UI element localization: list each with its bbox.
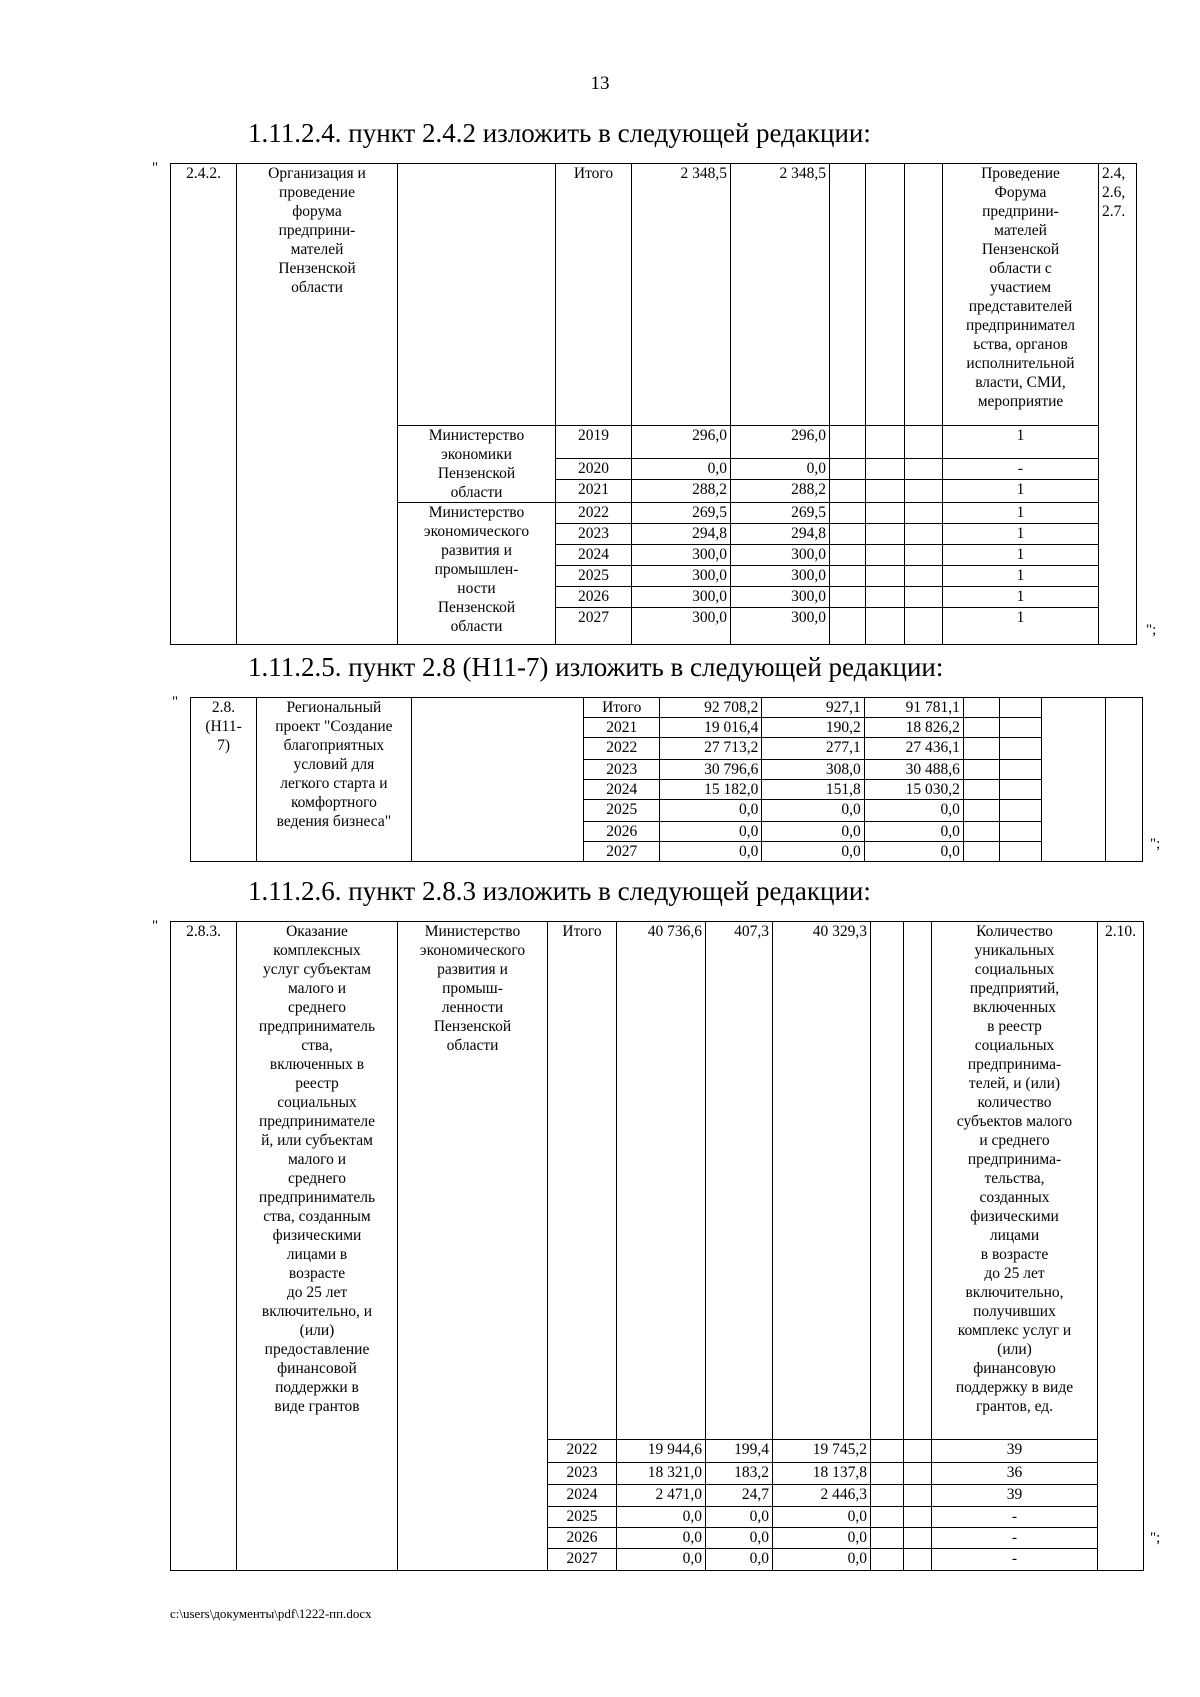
value-cell: 0,0 <box>762 842 864 862</box>
empty-cell <box>866 587 905 608</box>
value-cell: 30 488,6 <box>864 760 963 780</box>
empty-cell <box>866 164 905 426</box>
empty-cell <box>905 524 943 545</box>
executor-cell: Министерство экономического развития и промыш- ленности Пензенской области <box>398 922 548 1571</box>
value-cell: 300,0 <box>731 566 830 587</box>
value-cell: 19 016,4 <box>660 718 762 738</box>
empty-cell <box>904 1549 932 1571</box>
value-cell: 19 944,6 <box>617 1440 706 1463</box>
empty-cell <box>1000 698 1042 718</box>
empty-cell <box>1000 760 1042 780</box>
indicator-value: - <box>932 1549 1098 1571</box>
value-cell: 30 796,6 <box>660 760 762 780</box>
value-cell: 183,2 <box>706 1463 773 1485</box>
empty-cell <box>905 503 943 524</box>
value-cell: 0,0 <box>762 800 864 822</box>
empty-cell <box>904 1528 932 1549</box>
empty-cell <box>871 1528 904 1549</box>
table-row <box>171 164 1137 426</box>
year-cell: 2022 <box>548 1440 617 1463</box>
executor-cell: Министерство экономического развития и промышлен- ности Пензенской области <box>398 503 556 645</box>
indicator-cell: Количество уникальных социальных предприятий, включенных в реестр социальных предпринима- телей, и (или) количество субъектов малого и среднего предпринима- тельства, созданных физическими лицами в возрасте до 25 лет включительно, получивших комплекс услуг и (или) финансовую поддержку в виде грантов, ед. <box>932 922 1098 1440</box>
empty-cell <box>871 922 904 1440</box>
value-cell: 18 321,0 <box>617 1463 706 1485</box>
item-number: 2.8. (Н11- 7) <box>191 698 257 862</box>
value-cell: 300,0 <box>632 587 731 608</box>
empty-cell <box>871 1507 904 1528</box>
value-cell: 0,0 <box>762 822 864 842</box>
footer-file-path: c:\users\документы\pdf\1222-пп.docx <box>170 1606 372 1621</box>
value-cell: 0,0 <box>706 1549 773 1571</box>
value-cell: 0,0 <box>864 800 963 822</box>
empty-cell <box>830 458 866 480</box>
year-cell: 2027 <box>556 608 632 645</box>
empty-cell <box>905 566 943 587</box>
empty-cell <box>963 822 999 842</box>
value-cell: 277,1 <box>762 738 864 760</box>
empty-cell <box>830 164 866 426</box>
empty-cell <box>866 524 905 545</box>
value-cell: 0,0 <box>864 842 963 862</box>
item-number: 2.4.2. <box>171 164 237 645</box>
empty-cell <box>963 718 999 738</box>
section-heading: 1.11.2.4. пункт 2.4.2 изложить в следующей редакции: <box>248 118 871 148</box>
ref-cell <box>1105 698 1142 862</box>
open-quote: " <box>152 160 159 176</box>
year-cell: 2022 <box>556 503 632 524</box>
section-heading: 1.11.2.5. пункт 2.8 (Н11-7) изложить в следующей редакции: <box>248 652 944 682</box>
year-cell: 2022 <box>584 738 660 760</box>
empty-cell <box>866 566 905 587</box>
value-cell: 294,8 <box>632 524 731 545</box>
section-heading: 1.11.2.6. пункт 2.8.3 изложить в следующей редакции: <box>248 876 871 906</box>
table-2-8 <box>190 697 1143 862</box>
value-cell: 0,0 <box>773 1528 871 1549</box>
empty-cell <box>871 1549 904 1571</box>
value-cell: 24,7 <box>706 1485 773 1507</box>
year-cell: 2027 <box>584 842 660 862</box>
value-cell: 2 348,5 <box>731 164 830 426</box>
indicator-value: 1 <box>943 524 1099 545</box>
value-cell: 0,0 <box>660 842 762 862</box>
close-quote: "; <box>1150 836 1161 852</box>
empty-cell <box>866 545 905 566</box>
value-cell: 92 708,2 <box>660 698 762 718</box>
indicator-value: 1 <box>943 566 1099 587</box>
year-cell: Итого <box>584 698 660 718</box>
empty-cell <box>905 480 943 503</box>
empty-cell <box>866 458 905 480</box>
table-2-4-2 <box>170 163 1137 645</box>
empty-cell <box>905 587 943 608</box>
indicator-value: 39 <box>932 1485 1098 1507</box>
empty-cell <box>871 1463 904 1485</box>
year-cell: 2027 <box>548 1549 617 1571</box>
indicator-value: 39 <box>932 1440 1098 1463</box>
empty-cell <box>866 480 905 503</box>
empty-cell <box>866 503 905 524</box>
value-cell: 27 713,2 <box>660 738 762 760</box>
value-cell: 190,2 <box>762 718 864 738</box>
empty-cell <box>1000 822 1042 842</box>
year-cell: 2019 <box>556 426 632 459</box>
value-cell: 0,0 <box>864 822 963 842</box>
item-number: 2.8.3. <box>171 922 237 1571</box>
value-cell: 0,0 <box>617 1528 706 1549</box>
value-cell: 0,0 <box>706 1528 773 1549</box>
indicator-value: 1 <box>943 587 1099 608</box>
empty-cell <box>963 842 999 862</box>
empty-cell <box>830 566 866 587</box>
empty-cell <box>830 545 866 566</box>
ref-cell: 2.4, 2.6, 2.7. <box>1099 164 1137 645</box>
value-cell: 296,0 <box>731 426 830 459</box>
value-cell: 0,0 <box>773 1549 871 1571</box>
empty-cell <box>905 545 943 566</box>
table-2-8-3 <box>170 921 1144 1571</box>
indicator-value: 1 <box>943 545 1099 566</box>
value-cell: 300,0 <box>731 608 830 645</box>
empty-cell <box>963 780 999 800</box>
item-name: Региональный проект "Создание благоприятных условий для легкого старта и комфортного ведения бизнеса" <box>257 698 412 862</box>
empty-cell <box>905 164 943 426</box>
value-cell: 0,0 <box>632 458 731 480</box>
indicator-value: 1 <box>943 480 1099 503</box>
empty-cell <box>1000 780 1042 800</box>
year-cell: 2021 <box>584 718 660 738</box>
value-cell: 2 348,5 <box>632 164 731 426</box>
value-cell: 0,0 <box>660 800 762 822</box>
table-row <box>171 922 1144 1440</box>
empty-cell <box>963 800 999 822</box>
year-cell: 2026 <box>584 822 660 842</box>
empty-cell <box>904 1463 932 1485</box>
indicator-cell: Проведение Форума предприни- мателей Пензенской области с участием представителей предпринимател ьства, органов исполнительной власти, СМИ, мероприятие <box>943 164 1099 426</box>
value-cell: 294,8 <box>731 524 830 545</box>
ref-cell: 2.10. <box>1098 922 1144 1571</box>
indicator-cell <box>1041 698 1105 862</box>
value-cell: 15 182,0 <box>660 780 762 800</box>
open-quote: " <box>152 918 159 934</box>
value-cell: 40 736,6 <box>617 922 706 1440</box>
value-cell: 0,0 <box>773 1507 871 1528</box>
value-cell: 300,0 <box>632 545 731 566</box>
empty-cell <box>905 458 943 480</box>
value-cell: 0,0 <box>617 1507 706 1528</box>
value-cell: 296,0 <box>632 426 731 459</box>
empty-cell <box>904 1507 932 1528</box>
value-cell: 269,5 <box>632 503 731 524</box>
value-cell: 27 436,1 <box>864 738 963 760</box>
value-cell: 2 446,3 <box>773 1485 871 1507</box>
empty-cell <box>830 426 866 459</box>
empty-cell <box>871 1440 904 1463</box>
year-cell: 2020 <box>556 458 632 480</box>
year-cell: 2024 <box>548 1485 617 1507</box>
indicator-value: - <box>932 1528 1098 1549</box>
value-cell: 269,5 <box>731 503 830 524</box>
value-cell: 0,0 <box>617 1549 706 1571</box>
empty-cell <box>830 608 866 645</box>
executor-cell <box>411 698 584 862</box>
indicator-value: 1 <box>943 608 1099 645</box>
empty-cell <box>1000 718 1042 738</box>
year-cell: Итого <box>556 164 632 426</box>
value-cell: 18 137,8 <box>773 1463 871 1485</box>
indicator-value: 1 <box>943 426 1099 459</box>
empty-cell <box>871 1485 904 1507</box>
empty-cell <box>830 503 866 524</box>
year-cell: 2025 <box>548 1507 617 1528</box>
empty-cell <box>866 426 905 459</box>
year-cell: 2024 <box>556 545 632 566</box>
indicator-value: 1 <box>943 503 1099 524</box>
value-cell: 407,3 <box>706 922 773 1440</box>
value-cell: 300,0 <box>731 545 830 566</box>
value-cell: 19 745,2 <box>773 1440 871 1463</box>
year-cell: 2023 <box>584 760 660 780</box>
close-quote: "; <box>1150 1530 1161 1546</box>
empty-cell <box>1000 842 1042 862</box>
empty-cell <box>830 524 866 545</box>
empty-cell <box>963 760 999 780</box>
value-cell: 288,2 <box>632 480 731 503</box>
year-cell: Итого <box>548 922 617 1440</box>
value-cell: 300,0 <box>632 566 731 587</box>
value-cell: 300,0 <box>632 608 731 645</box>
year-cell: 2024 <box>584 780 660 800</box>
close-quote: "; <box>1146 622 1157 638</box>
empty-cell <box>1000 800 1042 822</box>
value-cell: 308,0 <box>762 760 864 780</box>
year-cell: 2023 <box>556 524 632 545</box>
value-cell: 0,0 <box>660 822 762 842</box>
value-cell: 151,8 <box>762 780 864 800</box>
empty-cell <box>904 1440 932 1463</box>
value-cell: 91 781,1 <box>864 698 963 718</box>
empty-cell <box>963 698 999 718</box>
indicator-value: 36 <box>932 1463 1098 1485</box>
indicator-value: - <box>932 1507 1098 1528</box>
year-cell: 2026 <box>548 1528 617 1549</box>
item-name: Организация и проведение форума предприни- мателей Пензенской области <box>237 164 398 645</box>
empty-cell <box>904 922 932 1440</box>
empty-cell <box>904 1485 932 1507</box>
year-cell: 2021 <box>556 480 632 503</box>
item-name: Оказание комплексных услуг субъектам малого и среднего предприниматель ства, включенных в реестр социальных предпринимателе й, или субъектам малого и среднего предприниматель ства, созданным физическими лицами в возрасте до 25 лет включительно, и (или) предоставление финансовой поддержки в виде грантов <box>237 922 398 1571</box>
page-number: 13 <box>590 73 610 94</box>
value-cell: 15 030,2 <box>864 780 963 800</box>
value-cell: 0,0 <box>731 458 830 480</box>
executor-cell: Министерство экономики Пензенской области <box>398 426 556 503</box>
value-cell: 0,0 <box>706 1507 773 1528</box>
open-quote: " <box>172 694 179 710</box>
year-cell: 2025 <box>584 800 660 822</box>
empty-cell <box>1000 738 1042 760</box>
empty-cell <box>866 608 905 645</box>
executor-cell <box>398 164 556 426</box>
empty-cell <box>905 426 943 459</box>
empty-cell <box>830 480 866 503</box>
value-cell: 288,2 <box>731 480 830 503</box>
indicator-value: - <box>943 458 1099 480</box>
empty-cell <box>905 608 943 645</box>
empty-cell <box>830 587 866 608</box>
value-cell: 2 471,0 <box>617 1485 706 1507</box>
value-cell: 199,4 <box>706 1440 773 1463</box>
year-cell: 2025 <box>556 566 632 587</box>
value-cell: 18 826,2 <box>864 718 963 738</box>
year-cell: 2026 <box>556 587 632 608</box>
value-cell: 40 329,3 <box>773 922 871 1440</box>
value-cell: 300,0 <box>731 587 830 608</box>
value-cell: 927,1 <box>762 698 864 718</box>
table-row <box>191 698 1143 718</box>
year-cell: 2023 <box>548 1463 617 1485</box>
empty-cell <box>963 738 999 760</box>
